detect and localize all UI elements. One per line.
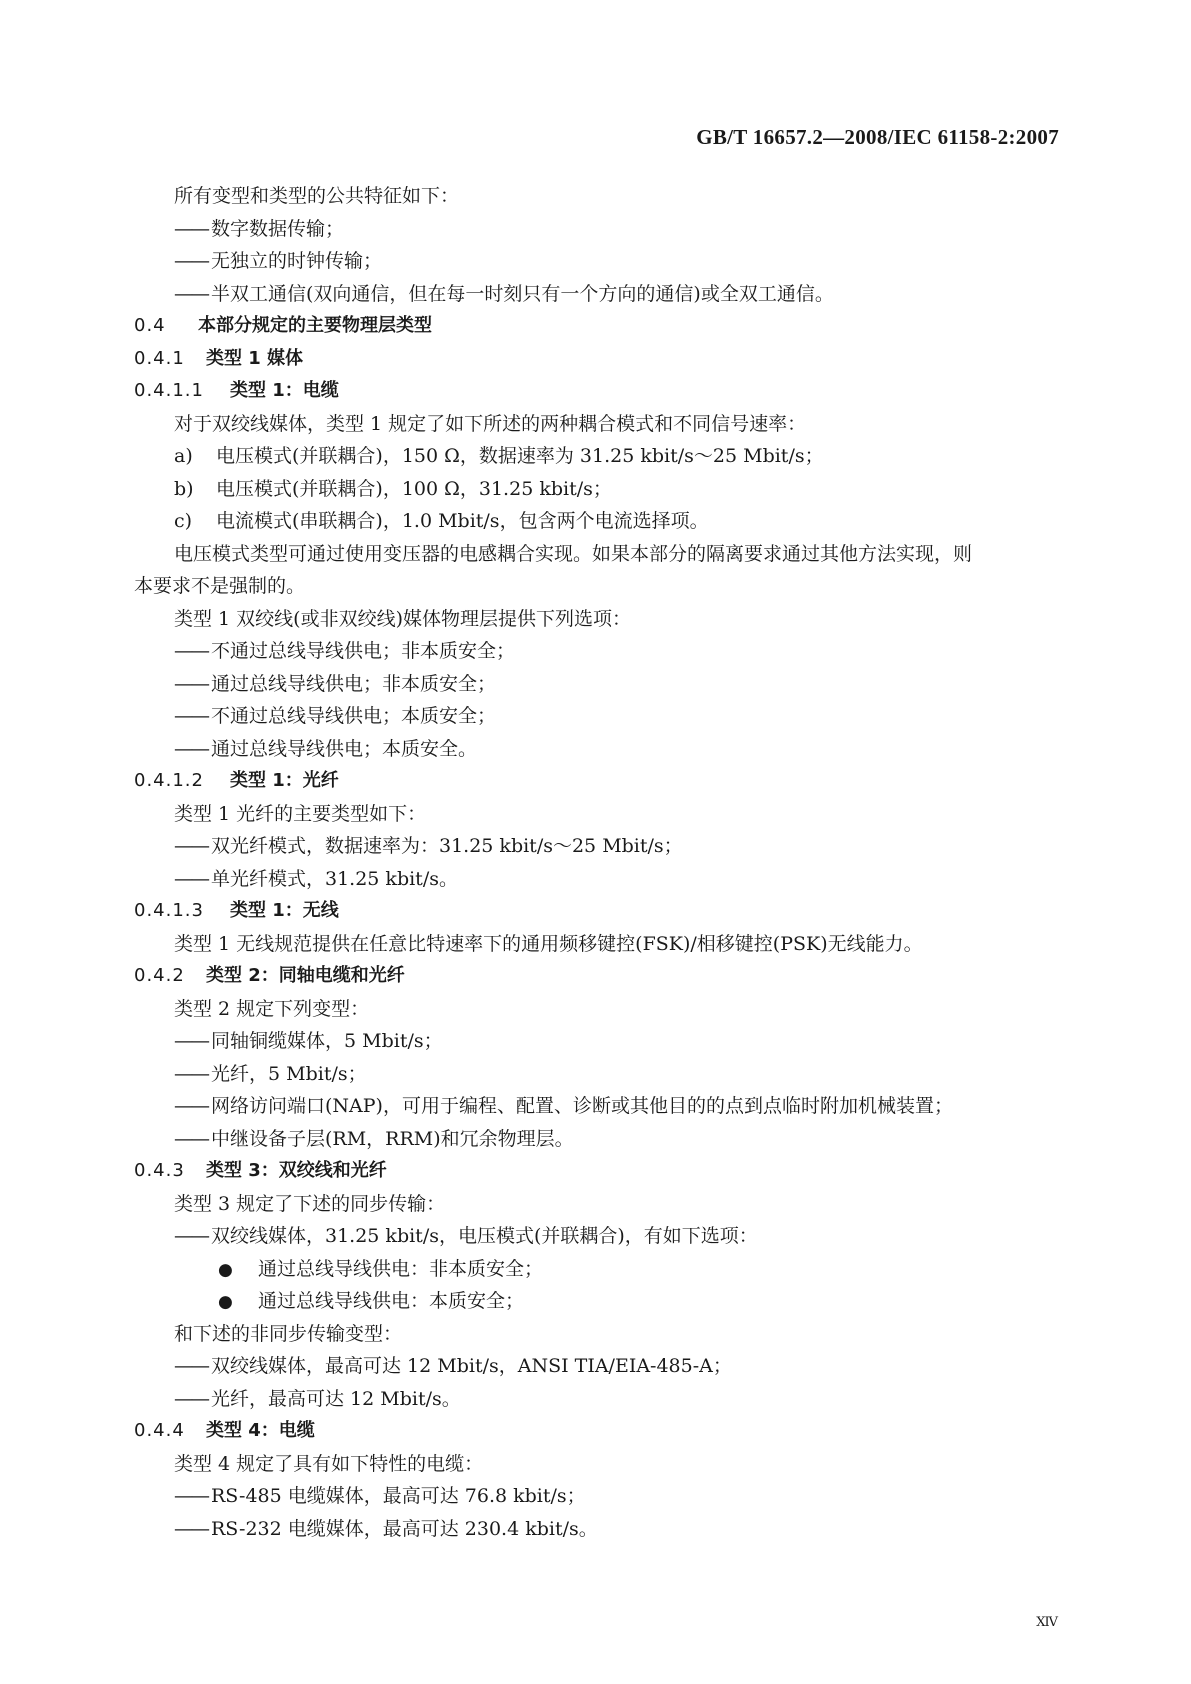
list-item-text: 通过总线导线供电；非本质安全； [211, 672, 497, 695]
em-dash-marker: —— [174, 1517, 208, 1540]
paragraph-text: 类型 1 双绞线(或非双绞线)媒体物理层提供下列选项： [174, 607, 631, 630]
section-title: 类型 2：同轴电缆和光纤 [206, 965, 405, 986]
section-number: 0.4.4 [134, 1420, 185, 1441]
paragraph [134, 180, 1059, 213]
paragraph-text: 类型 4 规定了具有如下特性的电缆： [174, 1452, 484, 1475]
section-heading [134, 960, 1059, 993]
dash-list-item [134, 1383, 1059, 1416]
section-number: 0.4.2 [134, 965, 185, 986]
list-item-text: RS-232 电缆媒体，最高可达 230.4 kbit/s。 [211, 1517, 598, 1540]
section-title: 本部分规定的主要物理层类型 [198, 315, 432, 336]
list-item-text: 通过总线导线供电；本质安全。 [211, 737, 478, 760]
em-dash-marker: —— [174, 1127, 208, 1150]
list-item-text: 半双工通信(双向通信，但在每一时刻只有一个方向的通信)或全双工通信。 [211, 282, 834, 305]
em-dash-marker: —— [174, 217, 208, 240]
paragraph [134, 928, 1059, 961]
list-item-text: 网络访问端口(NAP)，可用于编程、配置、诊断或其他目的的点到点临时附加机械装置； [211, 1095, 953, 1117]
paragraph-text: 类型 1 光纤的主要类型如下： [174, 802, 427, 825]
section-number: 0.4.3 [134, 1160, 185, 1181]
lettered-list-item [134, 473, 1059, 506]
dash-list-item [134, 700, 1059, 733]
section-heading [134, 1155, 1059, 1188]
paragraph-text: 本要求不是强制的。 [134, 575, 306, 597]
paragraph-text: 对于双绞线媒体，类型 1 规定了如下所述的两种耦合模式和不同信号速率： [174, 412, 807, 435]
list-item-text: 不通过总线导线供电；非本质安全； [211, 640, 516, 662]
em-dash-marker: —— [174, 867, 208, 890]
dash-list-item [134, 830, 1059, 863]
dash-list-item [134, 668, 1059, 701]
list-item-text: 电压模式(并联耦合)，150 Ω，数据速率为 31.25 kbit/s～25 Mbit/s； [216, 445, 824, 467]
section-heading [134, 765, 1059, 798]
em-dash-marker: —— [174, 640, 208, 662]
paragraph-text: 和下述的非同步传输变型： [174, 1322, 403, 1345]
section-heading [134, 343, 1059, 376]
section-number: 0.4.1.1 [134, 380, 204, 401]
em-dash-marker: —— [174, 1225, 208, 1247]
section-title: 类型 3：双绞线和光纤 [206, 1160, 387, 1181]
bullet-icon: ● [218, 1292, 233, 1312]
list-item-text: 光纤，最高可达 12 Mbit/s。 [211, 1387, 461, 1410]
dash-list-item [134, 213, 1059, 246]
dash-list-item [134, 245, 1059, 278]
em-dash-marker: —— [174, 250, 208, 272]
em-dash-marker: —— [174, 835, 208, 857]
lettered-list-item [134, 505, 1059, 538]
dash-list-item [134, 1123, 1059, 1156]
paragraph-text: 电压模式类型可通过使用变压器的电感耦合实现。如果本部分的隔离要求通过其他方法实现，则 [174, 542, 973, 565]
section-title: 类型 1 媒体 [206, 347, 304, 369]
em-dash-marker: —— [174, 282, 208, 305]
dash-list-item [134, 1058, 1059, 1091]
em-dash-marker: —— [174, 1485, 208, 1507]
list-item-text: 光纤，5 Mbit/s； [211, 1062, 367, 1085]
section-number: 0.4.1.2 [134, 770, 204, 791]
paragraph-continuation [134, 570, 1059, 603]
em-dash-marker: —— [174, 1030, 208, 1052]
list-item-text: 电压模式(并联耦合)，100 Ω，31.25 kbit/s； [216, 477, 612, 500]
list-item-text: 双绞线媒体，最高可达 12 Mbit/s，ANSI TIA/EIA-485-A； [211, 1355, 732, 1377]
dash-list-item [134, 1350, 1059, 1383]
section-number: 0.4.1.3 [134, 900, 204, 921]
paragraph-text: 类型 3 规定了下述的同步传输： [174, 1192, 446, 1215]
paragraph [134, 1188, 1059, 1221]
list-item-text: RS-485 电缆媒体，最高可达 76.8 kbit/s； [211, 1485, 586, 1507]
em-dash-marker: —— [174, 705, 208, 727]
section-heading [134, 310, 1059, 343]
section-heading [134, 895, 1059, 928]
list-item-text: 不通过总线导线供电；本质安全； [211, 705, 497, 727]
lettered-list-item [134, 440, 1059, 473]
paragraph [134, 798, 1059, 831]
em-dash-marker: —— [174, 737, 208, 760]
list-item-text: 数字数据传输； [211, 217, 345, 240]
paragraph [134, 603, 1059, 636]
paragraph [134, 408, 1059, 441]
paragraph [134, 993, 1059, 1026]
dash-list-item [134, 863, 1059, 896]
em-dash-marker: —— [174, 1355, 208, 1377]
dash-list-item [134, 1025, 1059, 1058]
paragraph [134, 1448, 1059, 1481]
em-dash-marker: —— [174, 1062, 208, 1085]
paragraph-text: 所有变型和类型的公共特征如下： [174, 185, 460, 207]
paragraph [134, 538, 1059, 571]
document-body [134, 180, 1059, 1545]
page-number: XIV [1036, 1615, 1057, 1630]
dash-list-item [134, 278, 1059, 311]
list-item-text: 双光纤模式，数据速率为：31.25 kbit/s～25 Mbit/s； [211, 835, 683, 857]
list-item-text: 通过总线导线供电：本质安全； [258, 1290, 525, 1312]
section-number: 0.4 [134, 315, 166, 336]
em-dash-marker: —— [174, 1387, 208, 1410]
dash-list-item [134, 1220, 1059, 1253]
section-title: 类型 4：电缆 [206, 1420, 315, 1441]
section-title: 类型 1：光纤 [230, 770, 339, 791]
list-item-label: a) [174, 445, 193, 467]
list-item-text: 中继设备子层(RM，RRM)和冗余物理层。 [211, 1127, 574, 1150]
list-item-text: 无独立的时钟传输； [211, 250, 383, 272]
bullet-list-item [134, 1285, 1059, 1318]
section-heading [134, 1415, 1059, 1448]
paragraph-text: 类型 2 规定下列变型： [174, 997, 370, 1020]
dash-list-item [134, 635, 1059, 668]
dash-list-item [134, 733, 1059, 766]
em-dash-marker: —— [174, 1095, 208, 1117]
paragraph [134, 1318, 1059, 1351]
dash-list-item [134, 1090, 1059, 1123]
paragraph-text: 类型 1 无线规范提供在任意比特速率下的通用频移键控(FSK)/相移键控(PSK)无线能力。 [174, 932, 923, 955]
section-title: 类型 1：电缆 [230, 380, 339, 401]
list-item-text: 双绞线媒体，31.25 kbit/s，电压模式(并联耦合)，有如下选项： [211, 1225, 758, 1247]
bullet-icon: ● [218, 1259, 233, 1280]
em-dash-marker: —— [174, 672, 208, 695]
list-item-text: 通过总线导线供电：非本质安全； [258, 1257, 544, 1280]
section-heading [134, 375, 1059, 408]
bullet-list-item [134, 1253, 1059, 1286]
dash-list-item [134, 1513, 1059, 1546]
list-item-label: c) [174, 510, 193, 532]
document-header-id: GB/T 16657.2—2008/IEC 61158-2:2007 [696, 125, 1059, 149]
list-item-text: 同轴铜缆媒体，5 Mbit/s； [211, 1030, 443, 1052]
list-item-text: 单光纤模式，31.25 kbit/s。 [211, 867, 458, 890]
dash-list-item [134, 1480, 1059, 1513]
section-title: 类型 1：无线 [230, 900, 339, 921]
section-number: 0.4.1 [134, 347, 185, 369]
list-item-text: 电流模式(串联耦合)，1.0 Mbit/s，包含两个电流选择项。 [216, 510, 709, 532]
list-item-label: b) [174, 477, 194, 500]
